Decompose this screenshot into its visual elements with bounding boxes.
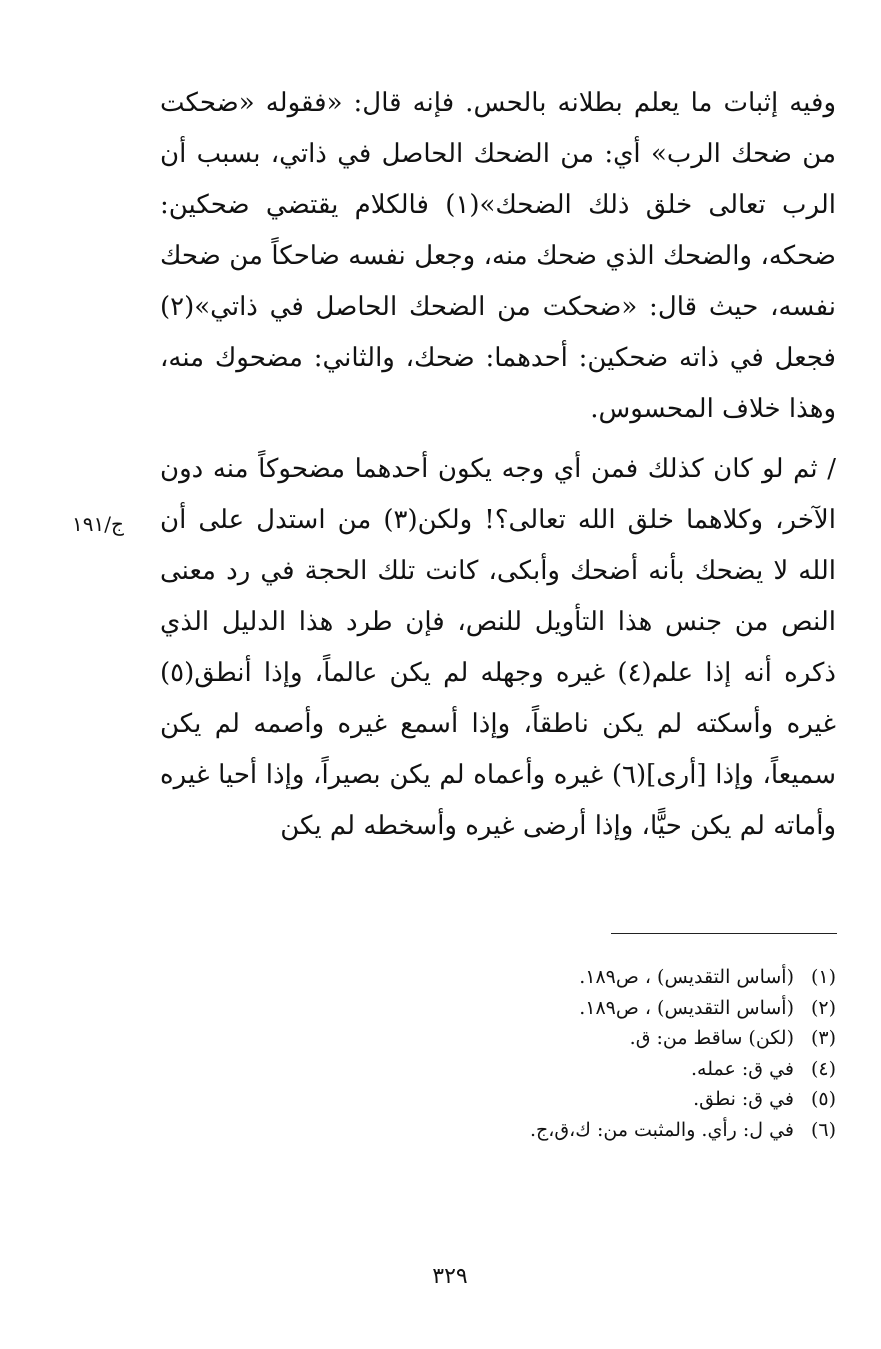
footnote-separator (611, 933, 837, 934)
footnote-number: (٥) (810, 1088, 836, 1110)
footnote-number: (٦) (810, 1118, 836, 1141)
footnote-item (400, 1054, 836, 1085)
footnote-text: في ل: رأي. والمثبت من: ك،ق،ج. (529, 1118, 794, 1141)
footnote-item (400, 962, 836, 993)
footnote-number: (١) (810, 966, 836, 988)
footnote-item (400, 1084, 836, 1115)
footnotes (400, 962, 836, 1145)
main-text (160, 78, 836, 852)
footnote-text: (أساس التقديس) ، ص١٨٩. (579, 966, 794, 988)
footnote-item (400, 1115, 836, 1146)
footnote-item (400, 1023, 836, 1054)
paragraph-2: / ثم لو كان كذلك فمن أي وجه يكون أحدهما مضحوكاً منه دون الآخر، وكلاهما خلق الله تعالى؟! ولكن(٣) من استدل على أن الله لا يضحك بأنه أضحك وأبكى، كانت تلك الحجة في رد معنى النص من جنس هذا التأويل للنص، فإن طرد هذا الدليل الذي ذكره أنه إذا علم(٤) غيره وجهله لم يكن عالماً، وإذا أنطق(٥) غيره وأسكته لم يكن ناطقاً، وإذا أسمع غيره وأصمه لم يكن سميعاً، وإذا [أرى](٦) غيره وأعماه لم يكن بصيراً، وإذا أحيا غيره وأماته لم يكن حيًّا، وإذا أرضى غيره وأسخطه لم يكن (160, 454, 836, 841)
footnote-text: في ق: نطق. (693, 1088, 794, 1110)
footnote-text: (أساس التقديس) ، ص١٨٩. (579, 996, 794, 1019)
page-number: ٣٢٩ (432, 1264, 468, 1289)
margin-volume-note: ج/١٩١ (72, 512, 124, 536)
footnote-text: (لكن) ساقط من: ق. (629, 1027, 794, 1049)
paragraph-1: وفيه إثبات ما يعلم بطلانه بالحس. فإنه قال: «فقوله «ضحكت من ضحك الرب» أي: من الضحك الحاصل في ذاتي، بسبب أن الرب تعالى خلق ذلك الضحك»(١) فالكلام يقتضي ضحكين: ضحكه، والضحك الذي ضحك منه، وجعل نفسه ضاحكاً من ضحك نفسه، حيث قال: «ضحكت من الضحك الحاصل في ذاتي»(٢) فجعل في ذاته ضحكين: أحدهما: ضحك، والثاني: مضحوك منه، وهذا خلاف المحسوس. (160, 88, 836, 424)
footnote-number: (٣) (810, 1027, 836, 1049)
footnote-number: (٢) (810, 996, 836, 1019)
footnote-number: (٤) (810, 1057, 836, 1080)
footnote-item (400, 993, 836, 1024)
footnote-text: في ق: عمله. (691, 1057, 794, 1080)
